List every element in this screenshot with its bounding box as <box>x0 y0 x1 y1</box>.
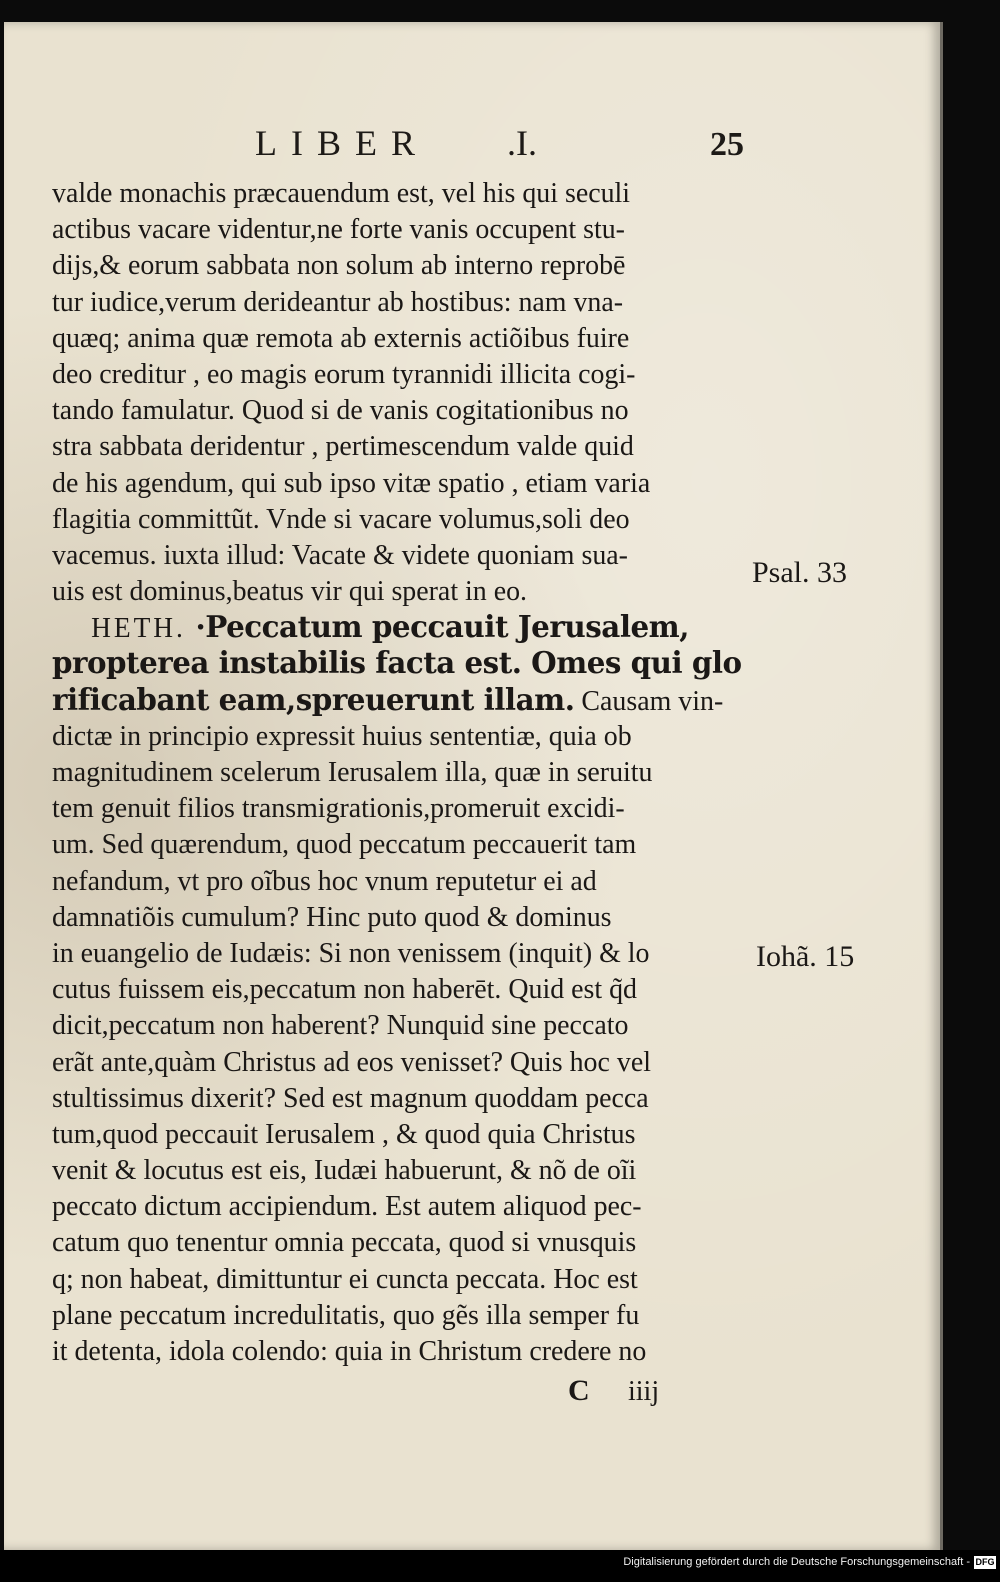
text-line: it detenta, idola colendo: quia in Christum credere no <box>52 1336 647 1367</box>
signature-number: iiij <box>628 1376 660 1407</box>
text-line-rest: Causam vin- <box>574 685 724 717</box>
blackletter-span: rificabant eam,spreuerunt illam. <box>52 682 575 718</box>
text-line: plane peccatum incredulitatis, quo gẽs illa semper fu <box>52 1299 640 1331</box>
marginal-note-john: Iohã. 15 <box>756 940 855 973</box>
text-line: damnatiõis cumulum? Hinc puto quod & dominus <box>52 901 612 933</box>
text-line: stultissimus dixerit? Sed est magnum quoddam pecca <box>52 1082 649 1114</box>
blackletter-line <box>52 610 742 646</box>
text-line: tum,quod peccauit Ierusalem , & quod quia Christus <box>52 1118 636 1150</box>
section-letter-heth: HETH. <box>91 613 186 645</box>
running-head: LIBER <box>255 123 429 163</box>
text-line: venit & locutus est eis, Iudæi habuerunt, & nõ de oĩi <box>52 1155 637 1187</box>
text-line: cutus fuissem eis,peccatum non haberēt. Quid est q̃d <box>52 974 638 1006</box>
folio-number: 25 <box>710 126 744 163</box>
text-line: quæq; anima quæ remota ab externis actiõibus fuire <box>52 322 630 354</box>
text-line: ·Peccatum peccauit Jerusalem, <box>195 610 690 646</box>
book-number: .I. <box>507 123 537 163</box>
text-line: in euangelio de Iudæis: Si non venissem (inquit) & lo <box>52 937 650 969</box>
digitization-footer <box>0 1550 1000 1582</box>
marginal-note-psalm: Psal. 33 <box>752 556 848 589</box>
text-line: tando famulatur. Quod si de vanis cogitationibus no <box>52 395 629 427</box>
text-line: tur iudice,verum derideantur ab hostibus: nam vna- <box>52 286 624 318</box>
text-line: catum quo tenentur omnia peccata, quod si vnusquis <box>52 1227 637 1259</box>
text-line: flagitia committũt. Vnde si vacare volumus,soli deo <box>52 503 630 535</box>
blackletter-line: propterea instabilis facta est. Omes qui glo <box>52 646 742 682</box>
text-line: uis est dominus,beatus vir qui sperat in eo. <box>52 576 528 608</box>
text-line: tem genuit filios transmigrationis,promeruit excidi- <box>52 793 625 825</box>
text-line: q; non habeat, dimittuntur ei cuncta peccata. Hoc est <box>52 1263 638 1295</box>
text-line: stra sabbata deridentur , pertimescendum valde quid <box>52 431 634 463</box>
text-line: erãt ante,quàm Christus ad eos venisset? Quis hoc vel <box>52 1046 651 1078</box>
text-line: valde monachis præcauendum est, vel his qui seculi <box>52 178 631 209</box>
signature-letter: C <box>568 1374 590 1407</box>
text-line: dijs,& eorum sabbata non solum ab interno reprobē <box>52 250 626 282</box>
funding-credit: Digitalisierung gefördert durch die Deutsche Forschungsgemeinschaft - <box>623 1556 970 1568</box>
text-block <box>52 176 757 1370</box>
text-line: dicit,peccatum non haberent? Nunquid sine peccato <box>52 1010 629 1042</box>
page-edge <box>940 22 943 1550</box>
text-line: de his agendum, qui sub ipso vitæ spatio , etiam varia <box>52 467 651 499</box>
dfg-logo: DFG <box>975 1557 995 1567</box>
text-line: vacemus. iuxta illud: Vacate & videte quoniam sua- <box>52 539 628 571</box>
text-line: deo creditur , eo magis eorum tyrannidi illicita cogi- <box>52 358 636 390</box>
text-line: um. Sed quærendum, quod peccatum peccauerit tam <box>52 829 637 861</box>
text-line: magnitudinem scelerum Ierusalem illa, quæ in seruitu <box>52 757 653 788</box>
text-line: actibus vacare videntur,ne forte vanis occupent stu- <box>52 214 625 246</box>
page-header <box>255 122 745 166</box>
mixed-line <box>52 683 742 719</box>
text-line: peccato dictum accipiendum. Est autem aliquod pec- <box>52 1191 642 1223</box>
text-line: nefandum, vt pro oĩbus hoc vnum reputetur ei ad <box>52 865 597 897</box>
text-line: dictæ in principio expressit huius sententiæ, quia ob <box>52 720 632 752</box>
